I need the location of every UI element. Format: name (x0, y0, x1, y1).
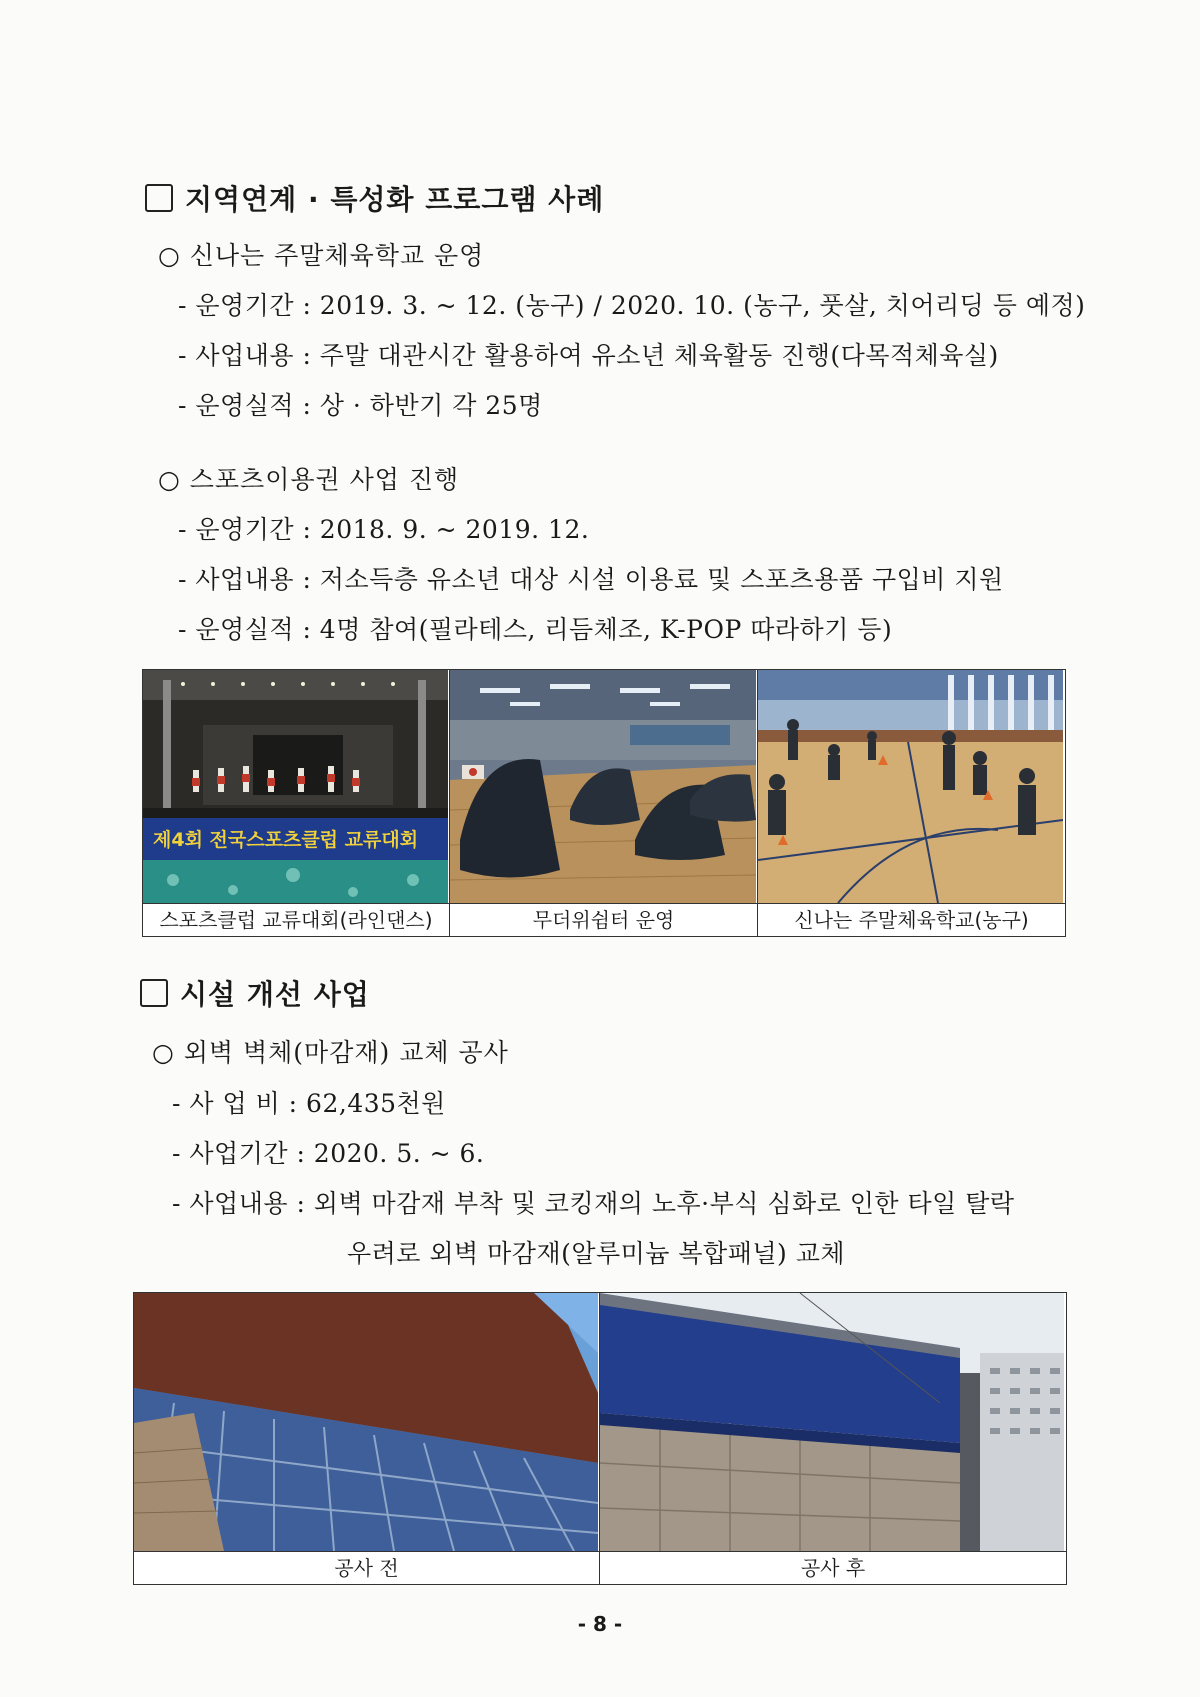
photo-after-construction (600, 1293, 1066, 1551)
program-title-sports-voucher: ○ 스포츠이용권 사업 진행 (158, 465, 460, 494)
photo-basketball-class (758, 670, 1065, 903)
caption-after: 공사 후 (800, 1556, 866, 1580)
photo-before-construction (134, 1293, 600, 1551)
caption-line-dance: 스포츠클럽 교류대회(라인댄스) (143, 904, 450, 936)
section-title-regional: 지역연계 · 특성화 프로그램 사례 (145, 178, 604, 218)
photo-table-construction (133, 1292, 1067, 1585)
program-line: - 운영실적 : 4명 참여(필라테스, 리듬체조, K-POP 따라하기 등) (178, 615, 893, 644)
program-line: - 운영기간 : 2019. 3. ~ 12. (농구) / 2020. 10. (농구, 풋살, 치어리딩 등 예정) (178, 291, 1086, 320)
event-banner-text: 제4회 전국스포츠클럽 교류대회 (153, 829, 419, 851)
program-title-weekend-school: ○ 신나는 주말체육학교 운영 (158, 241, 485, 270)
photo-table-programs (142, 669, 1066, 937)
program-line: - 사업내용 : 외벽 마감재 부착 및 코킹재의 노후·부식 심화로 인한 타일 탈락 (172, 1189, 1015, 1218)
photo-heat-shelter (450, 670, 758, 903)
section-title-facility: 시설 개선 사업 (140, 973, 370, 1013)
program-line: - 사업내용 : 주말 대관시간 활용하여 유소년 체육활동 진행(다목적체육실) (178, 341, 999, 370)
caption-basketball: 신나는 주말체육학교(농구) (794, 908, 1029, 932)
photo-line-dance-event (143, 670, 450, 903)
program-line: - 운영실적 : 상 · 하반기 각 25명 (178, 391, 543, 420)
caption-heat-shelter: 무더위쉼터 운영 (450, 904, 758, 936)
caption-before: 공사 전 (134, 1552, 600, 1584)
program-line: - 사 업 비 : 62,435천원 (172, 1089, 446, 1118)
program-line: - 사업기간 : 2020. 5. ~ 6. (172, 1139, 485, 1168)
program-title-exterior-wall: ○ 외벽 벽체(마감재) 교체 공사 (152, 1038, 509, 1067)
checkbox-square-icon (145, 184, 173, 212)
checkbox-square-icon (140, 979, 168, 1007)
program-line-continuation: 우려로 외벽 마감재(알루미늄 복합패널) 교체 (347, 1239, 845, 1268)
program-line: - 사업내용 : 저소득층 유소년 대상 시설 이용료 및 스포츠용품 구입비 지원 (178, 565, 1004, 594)
page-number: - 8 - (577, 1612, 623, 1636)
program-line: - 운영기간 : 2018. 9. ~ 2019. 12. (178, 515, 590, 544)
